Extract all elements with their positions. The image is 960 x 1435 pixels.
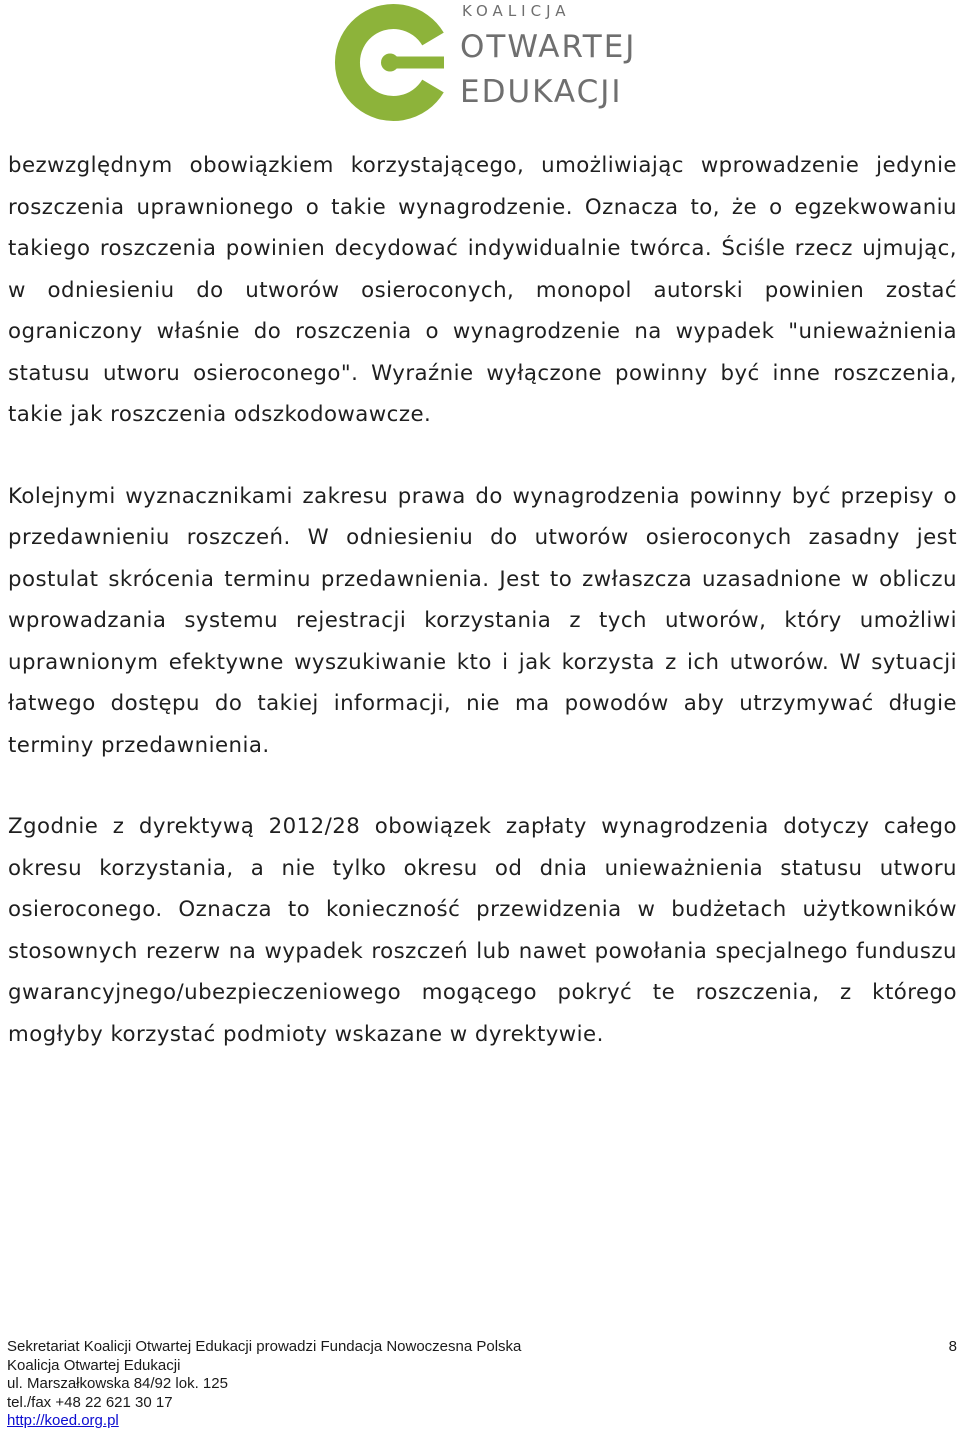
logo-text-koalicja: KOALICJA <box>462 2 571 20</box>
logo-text-edukacji: EDUKACJI <box>460 74 623 110</box>
page-footer <box>7 1338 957 1431</box>
footer-website-link[interactable]: http://koed.org.pl <box>7 1412 119 1429</box>
footer-address: ul. Marszałkowska 84/92 lok. 125 <box>7 1375 228 1392</box>
logo-text-otwartej: OTWARTEJ <box>460 29 637 65</box>
footer-org-name: Koalicja Otwartej Edukacji <box>7 1356 181 1374</box>
paragraph-3: Zgodnie z dyrektywą 2012/28 obowiązek zapłaty wynagrodzenia dotyczy całego okresu korzystania, a nie tylko okresu od dnia unieważnienia statusu utworu osieroconego. Oznacza to konieczność przewidzenia w budżetach użytkowników stosownych rezerw na wypadek roszczeń lub nawet powołania specjalnego funduszu gwarancyjnego/ubezpieczeniowego mogącego pokryć te roszczenia, z którego mogłyby korzystać podmioty wskazane w dyrektywie. <box>8 814 957 1047</box>
paragraph-1: bezwzględnym obowiązkiem korzystającego, umożliwiając wprowadzenie jedynie roszczenia uprawnionego o takie wynagrodzenie. Oznacza to, że o egzekwowaniu takiego roszczenia powinien decydować indywidualnie twórca. Ściśle rzecz ujmując, w odniesieniu do utworów osieroconych, monopol autorski powinien zostać ograniczony właśnie do roszczenia o wynagrodzenie na wypadek "unieważnienia statusu utworu osieroconego". Wyraźnie wyłączone powinny być inne roszczenia, takie jak roszczenia odszkodowawcze. <box>8 153 957 427</box>
paragraph-2: Kolejnymi wyznacznikami zakresu prawa do wynagrodzenia powinny być przepisy o przedawnieniu roszczeń. W odniesieniu do utworów osieroconych zasadny jest postulat skrócenia terminu przedawnienia. Jest to zwłaszcza uzasadnione w obliczu wprowadzania systemu rejestracji korzystania z tych utworów, który umożliwi uprawnionym efektywne wyszukiwanie kto i jak korzysta z ich utworów. W sytuacji łatwego dostępu do takiej informacji, nie ma powodów aby utrzymywać długie terminy przedawnienia. <box>8 483 957 758</box>
koed-logo-mark <box>332 0 457 125</box>
footer-phone: tel./fax +48 22 621 30 17 <box>7 1393 173 1411</box>
footer-secretariat: Sekretariat Koalicji Otwartej Edukacji prowadzi Fundacja Nowoczesna Polska <box>7 1338 522 1355</box>
koed-logo <box>332 0 637 125</box>
page-number: 8 <box>948 1338 957 1355</box>
document-body <box>8 145 957 1055</box>
